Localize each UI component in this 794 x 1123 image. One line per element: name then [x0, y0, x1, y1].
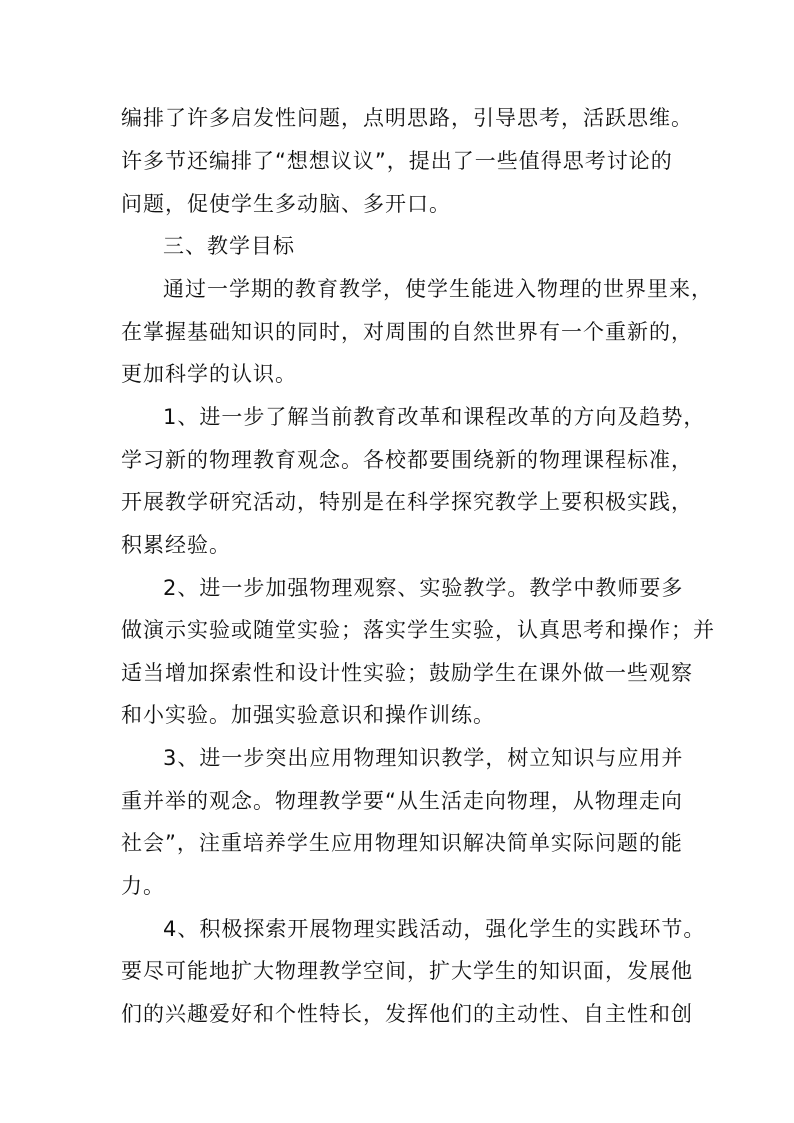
text-line: 要尽可能地扩大物理教学空间，扩大学生的知识面，发展他: [121, 959, 693, 983]
text-line: 更加科学的认识。: [121, 362, 297, 386]
text-line: 积累经验。: [121, 533, 231, 557]
text-line: 在掌握基础知识的同时，对周围的自然世界有一个重新的，: [121, 320, 693, 344]
text-line: 学习新的物理教育观念。各校都要围绕新的物理课程标准，: [121, 448, 693, 472]
text-line: 3、进一步突出应用物理知识教学，树立知识与应用并: [163, 746, 684, 770]
section-heading: 三、教学目标: [163, 234, 295, 258]
text-line: 力。: [121, 874, 165, 898]
text-line: 和小实验。加强实验意识和操作训练。: [121, 703, 495, 727]
text-line: 许多节还编排了“想想议议”，提出了一些值得思考讨论的: [121, 149, 673, 173]
text-line: 4、积极探索开展物理实践活动，强化学生的实践环节。: [163, 917, 706, 941]
text-line: 们的兴趣爱好和个性特长，发挥他们的主动性、自主性和创: [121, 1002, 693, 1026]
text-line: 社会”，注重培养学生应用物理知识解决简单实际问题的能: [121, 831, 683, 855]
text-line: 编排了许多启发性问题，点明思路，引导思考，活跃思维。: [121, 106, 693, 130]
text-line: 问题，促使学生多动脑、多开口。: [121, 192, 451, 216]
text-line: 开展教学研究活动，特别是在科学探究教学上要积极实践，: [121, 490, 693, 514]
text-line: 适当增加探索性和设计性实验；鼓励学生在课外做一些观察: [121, 661, 693, 685]
text-line: 做演示实验或随堂实验；落实学生实验，认真思考和操作；并: [121, 618, 715, 642]
text-line: 重并举的观念。物理教学要“从生活走向物理，从物理走向: [121, 789, 683, 813]
text-line: 通过一学期的教育教学，使学生能进入物理的世界里来，: [163, 277, 713, 301]
text-line: 2、进一步加强物理观察、实验教学。教学中教师要多: [163, 576, 684, 600]
text-line: 1、进一步了解当前教育改革和课程改革的方向及趋势，: [163, 405, 706, 429]
